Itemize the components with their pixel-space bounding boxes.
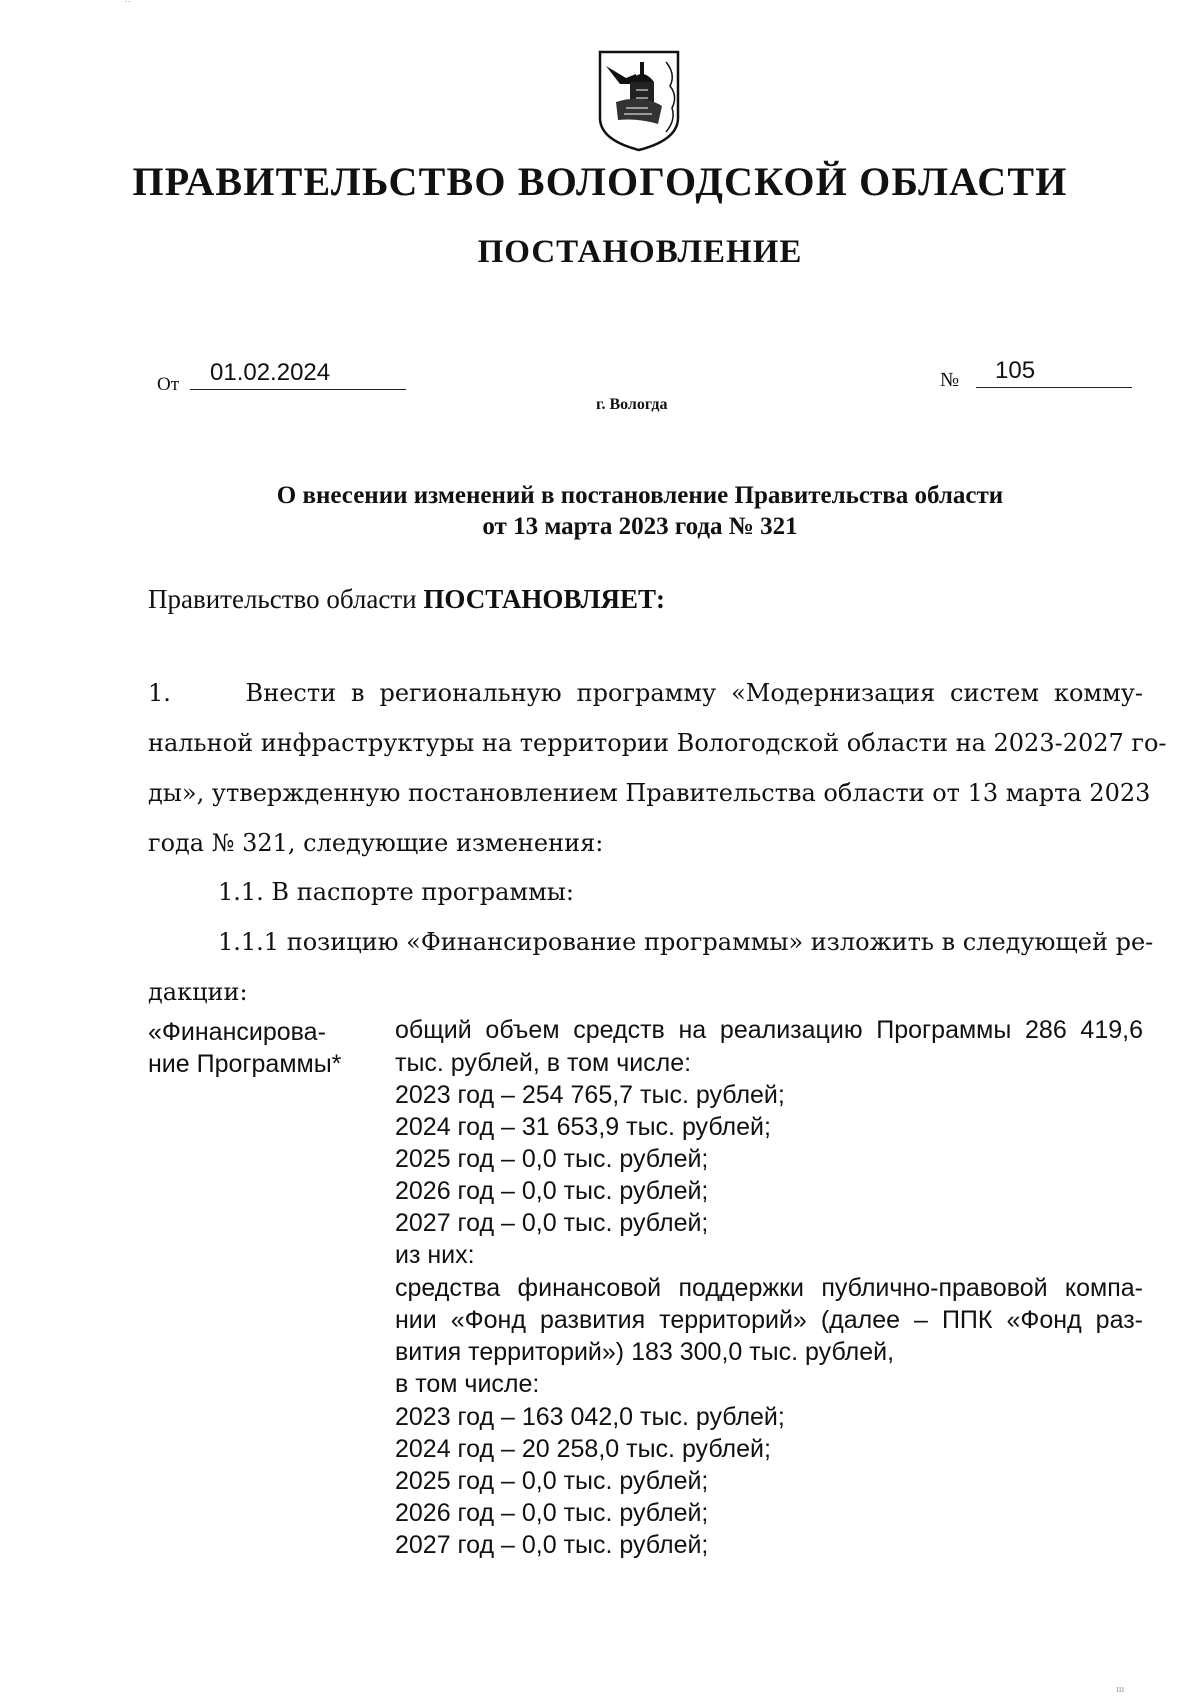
coat-of-arms-icon (596, 48, 682, 154)
date-prefix: От (157, 374, 180, 395)
document-number: 105 (976, 357, 1132, 388)
government-name: ПРАВИТЕЛЬСТВО ВОЛОГОДСКОЙ ОБЛАСТИ (132, 159, 1068, 204)
subject-line-1: О внесении изменений в постановление Правительства области (276, 482, 1004, 509)
preamble-text: Правительство области (148, 584, 424, 614)
preamble-bold: ПОСТАНОВЛЯЕТ: (423, 584, 665, 614)
financing-label-line-2: ние Программы* (148, 1050, 342, 1078)
document-date: 01.02.2024 (190, 359, 406, 390)
financing-label (148, 1016, 378, 1080)
scan-mark: ˙˙ (124, 0, 131, 11)
financing-line: 2023 год – 163 042,0 тыс. рублей; (395, 1403, 785, 1431)
document-type: ПОСТАНОВЛЕНИЕ (477, 234, 803, 270)
financing-line: 2027 год – 0,0 тыс. рублей; (395, 1531, 709, 1559)
financing-line: 2025 год – 0,0 тыс. рублей; (395, 1467, 709, 1495)
paragraph-3-line-2: дакции: (148, 978, 248, 1006)
financing-line: из них: (395, 1241, 475, 1269)
paragraph-2: 1.1. В паспорте программы: (218, 878, 574, 906)
financing-line: 2026 год – 0,0 тыс. рублей; (395, 1177, 709, 1205)
preamble (148, 584, 665, 615)
financing-line: тыс. рублей, в том числе: (395, 1049, 692, 1077)
financing-line: средства финансовой поддержки публично-правовой компа- (395, 1274, 1143, 1302)
city: г. Вологда (596, 396, 668, 413)
financing-line: нии «Фонд развития территорий» (далее – ППК «Фонд раз- (395, 1306, 1143, 1334)
financing-line: в том числе: (395, 1370, 540, 1398)
financing-line: 2026 год – 0,0 тыс. рублей; (395, 1499, 709, 1527)
financing-label-line-1: «Финансирова- (148, 1018, 326, 1046)
number-prefix: № (940, 369, 960, 391)
paragraph-1-line-4: года № 321, следующие изменения: (148, 829, 604, 857)
financing-line: 2024 год – 20 258,0 тыс. рублей; (395, 1435, 771, 1463)
document-subject (0, 480, 1200, 542)
financing-line: 2023 год – 254 765,7 тыс. рублей; (395, 1081, 785, 1109)
financing-line: 2027 год – 0,0 тыс. рублей; (395, 1209, 709, 1237)
financing-line: 2025 год – 0,0 тыс. рублей; (395, 1145, 709, 1173)
financing-line: вития территорий») 183 300,0 тыс. рублей, (395, 1338, 895, 1366)
paragraph-1-line-2: нальной инфраструктуры на территории Вологодской области на 2023-2027 го- (148, 729, 1167, 757)
paragraph-1-line-1: 1. Внести в региональную программу «Модернизация систем комму- (148, 679, 1143, 707)
paragraph-3-line-1: 1.1.1 позицию «Финансирование программы» изложить в следующей ре- (218, 928, 1154, 956)
financing-line: 2024 год – 31 653,9 тыс. рублей; (395, 1113, 771, 1141)
paragraph-1-line-3: ды», утвержденную постановлением Правительства области от 13 марта 2023 (148, 779, 1151, 807)
financing-line: общий объем средств на реализацию Программы 286 419,6 (395, 1016, 1143, 1044)
subject-line-2: от 13 марта 2023 года № 321 (482, 513, 798, 540)
scan-mark: ııı (1116, 1684, 1125, 1695)
